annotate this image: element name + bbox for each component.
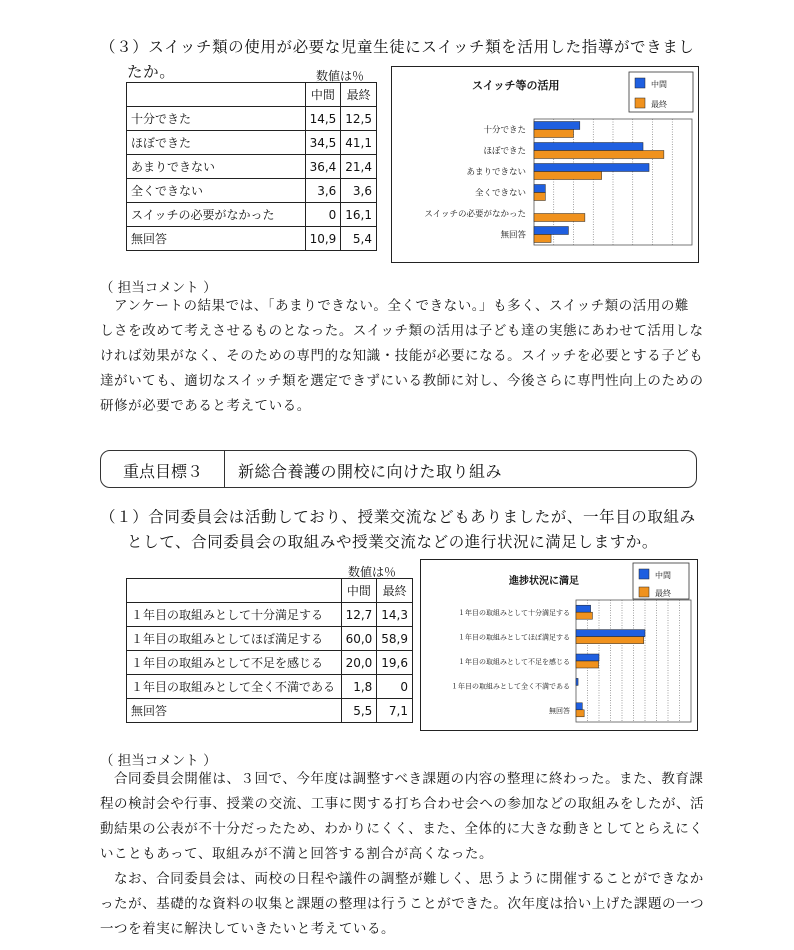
row-final: 7,1 (377, 699, 413, 723)
chart-title: スイッチ等の活用 (472, 79, 560, 92)
row-mid: 60,0 (341, 627, 377, 651)
legend-swatch (639, 569, 649, 579)
comment-line: 研修が必要であると考えている。 (100, 398, 311, 414)
bar-final (576, 661, 599, 668)
bar-final (534, 214, 585, 222)
category-label: 全くできない (474, 188, 526, 199)
comment-line: 程の検討会や行事、授業の交流、工事に関する打ち合わせ会への参加などの取組みをしたが、活 (100, 796, 705, 812)
table-switch-usage (126, 82, 377, 251)
goal-divider (224, 451, 225, 487)
category-label: １年目の取組みとしてほぼ満足する (458, 633, 570, 642)
header-blank (127, 83, 306, 107)
row-mid: 14,5 (305, 107, 341, 131)
table-header-row (127, 579, 413, 603)
category-label: スイッチの必要がなかった (424, 209, 526, 220)
comment-line: 一つを着実に解決していきたいと考えている。 (100, 921, 396, 937)
bar-final (534, 172, 602, 180)
header-blank (127, 579, 342, 603)
category-label: あまりできない (466, 167, 526, 178)
row-final: 41,1 (341, 131, 377, 155)
comment-line: なお、合同委員会は、両校の日程や議件の調整が難しく、思うように開催することができなか (114, 871, 704, 887)
row-label: スイッチの必要がなかった (127, 203, 306, 227)
comment-line: ければ効果がなく、そのための専門的な知識・技能が必要になる。スイッチを必要とする子ども (100, 348, 704, 364)
row-mid: 10,9 (305, 227, 341, 251)
legend-label: 最終 (655, 589, 671, 598)
question-3-line2: たか。 (127, 63, 176, 81)
row-label: ほぼできた (127, 131, 306, 155)
row-mid: 20,0 (341, 651, 377, 675)
header-final: 最終 (341, 83, 377, 107)
row-label: １年目の取組みとして不足を感じる (127, 651, 342, 675)
category-label: １年目の取組みとして十分満足する (458, 609, 570, 618)
row-label: １年目の取組みとしてほぼ満足する (127, 627, 342, 651)
table-row (127, 131, 377, 155)
chart-switch-usage (391, 66, 699, 263)
bar-final (534, 235, 551, 243)
comment-line: 達がいても、適切なスイッチ類を選定できずにいる教師に対し、今後さらに専門性向上のための (100, 373, 704, 389)
bar-mid (534, 122, 580, 130)
comment-line: 動結果の公表が不十分だったため、わかりにくく、また、全体的に大きな動きとしてとらえにく (100, 821, 704, 837)
category-label: 無回答 (500, 230, 526, 241)
bar-mid (576, 654, 599, 661)
unit-label-2: 数値は％ (348, 565, 397, 579)
bar-final (534, 130, 574, 138)
row-label: 無回答 (127, 699, 342, 723)
comment-heading-1: （ 担当コメント ） (100, 280, 217, 296)
table-row (127, 107, 377, 131)
header-mid: 中間 (305, 83, 341, 107)
category-label: １年目の取組みとして不足を感じる (458, 658, 570, 666)
legend-label: 中間 (651, 80, 667, 89)
question-3-line1: （３）スイッチ類の使用が必要な児童生徒にスイッチ類を活用した指導ができまし (100, 38, 695, 56)
table-header-row (127, 83, 377, 107)
row-mid: 3,6 (305, 179, 341, 203)
bar-final (576, 710, 584, 717)
bar-mid (576, 678, 578, 685)
legend-swatch (635, 98, 645, 108)
row-mid: 1,8 (341, 675, 377, 699)
legend-swatch (639, 587, 649, 597)
question-1-line2: として、合同委員会の取組みや授業交流などの進行状況に満足しますか。 (127, 533, 658, 551)
row-final: 12,5 (341, 107, 377, 131)
bar-mid (534, 227, 568, 235)
bar-final (534, 151, 664, 159)
table-row (127, 227, 377, 251)
bar-mid (576, 703, 582, 710)
chart-progress-satisfaction (420, 559, 698, 731)
row-final: 21,4 (341, 155, 377, 179)
legend-swatch (635, 78, 645, 88)
comment-line: いこともあって、取組みが不満と回答する割合が高くなった。 (100, 846, 493, 862)
legend-label: 最終 (651, 100, 667, 109)
header-final: 最終 (377, 579, 413, 603)
table-row (127, 155, 377, 179)
row-label: あまりできない (127, 155, 306, 179)
question-1-line1: （１）合同委員会は活動しており、授業交流などもありましたが、一年目の取組み (100, 508, 696, 526)
table-row (127, 203, 377, 227)
chart-progress-satisfaction-svg (421, 560, 697, 730)
table-row (127, 699, 413, 723)
bar-mid (576, 605, 591, 612)
category-label: 十分できた (483, 125, 526, 136)
comment-heading-2: （ 担当コメント ） (100, 753, 217, 769)
table-row (127, 675, 413, 699)
comment-line: ったが、基礎的な資料の収集と課題の整理は行うことができた。次年度は拾い上げた課題の一つ (100, 896, 705, 912)
category-label: ほぼできた (483, 146, 526, 157)
row-mid: 36,4 (305, 155, 341, 179)
table-row (127, 651, 413, 675)
row-final: 58,9 (377, 627, 413, 651)
header-mid: 中間 (341, 579, 377, 603)
unit-label: 数値は％ (316, 69, 365, 83)
row-final: 16,1 (341, 203, 377, 227)
bar-mid (534, 164, 649, 172)
category-label: 無回答 (549, 706, 570, 715)
comment-body-1 (100, 294, 704, 419)
chart-title: 進捗状況に満足 (509, 576, 579, 587)
category-label: １年目の取組みとして全く不満である (451, 682, 570, 691)
row-final: 0 (377, 675, 413, 699)
goal-banner (100, 450, 697, 488)
goal-title: 新総合養護の開校に向けた取り組み (238, 462, 503, 481)
row-mid: 34,5 (305, 131, 341, 155)
chart-switch-usage-svg (392, 67, 698, 262)
legend-label: 中間 (655, 571, 671, 580)
row-label: 全くできない (127, 179, 306, 203)
row-label: 十分できた (127, 107, 306, 131)
row-label: １年目の取組みとして十分満足する (127, 603, 342, 627)
row-mid: 5,5 (341, 699, 377, 723)
table-row (127, 603, 413, 627)
row-final: 5,4 (341, 227, 377, 251)
row-final: 14,3 (377, 603, 413, 627)
comment-line: しさを改めて考えさせるものとなった。スイッチ類の活用は子ども達の実態にあわせて活用しな (100, 323, 704, 339)
row-mid: 12,7 (341, 603, 377, 627)
comment-body-2 (100, 767, 704, 942)
bar-mid (534, 143, 643, 151)
bar-final (534, 193, 545, 201)
comment-line: アンケートの結果では、「あまりできない。全くできない。」も多く、スイッチ類の活用の難 (114, 298, 689, 314)
bar-final (576, 612, 592, 619)
comment-line: 合同委員会開催は、３回で、今年度は調整すべき課題の内容の整理に終わった。また、教育課 (114, 771, 704, 787)
bar-final (576, 637, 644, 644)
row-label: １年目の取組みとして全く不満である (127, 675, 342, 699)
row-final: 19,6 (377, 651, 413, 675)
goal-label: 重点目標３ (123, 462, 204, 481)
bar-mid (576, 630, 645, 637)
row-final: 3,6 (341, 179, 377, 203)
table-row (127, 179, 377, 203)
table-row (127, 627, 413, 651)
row-label: 無回答 (127, 227, 306, 251)
row-mid: 0 (305, 203, 341, 227)
table-progress-satisfaction (126, 578, 413, 723)
bar-mid (534, 185, 545, 193)
